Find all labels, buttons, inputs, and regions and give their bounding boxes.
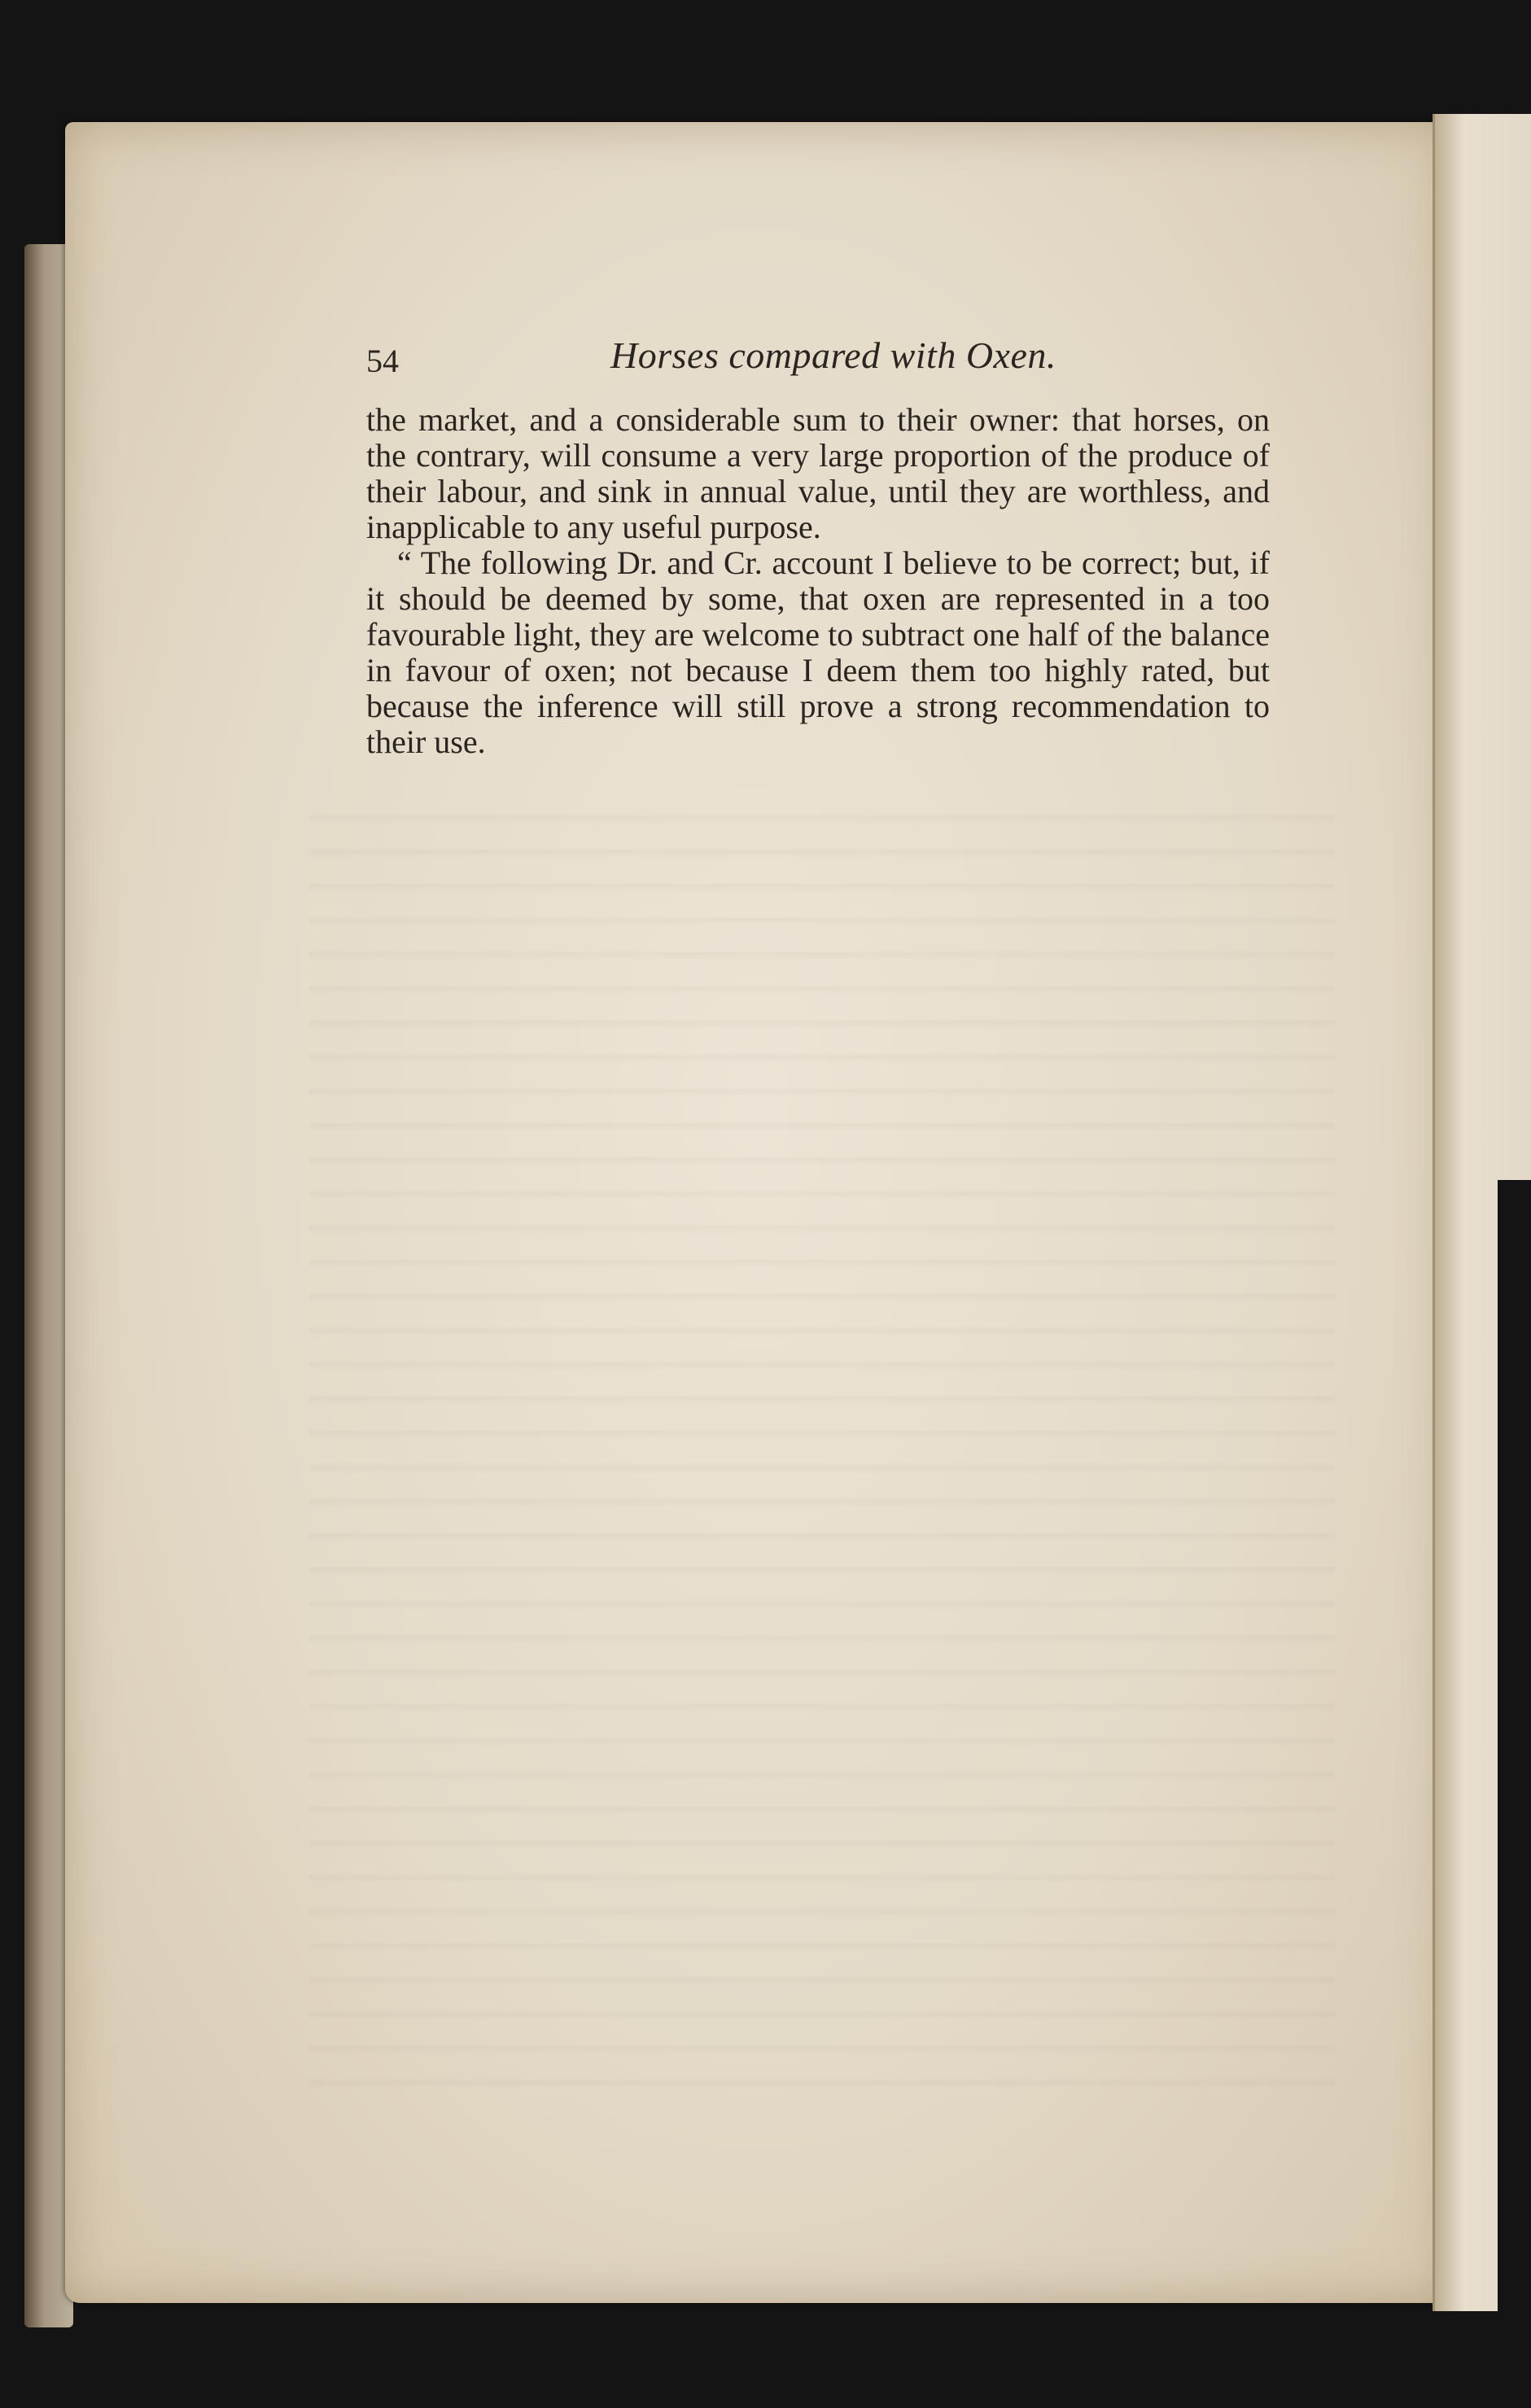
paragraph: the market, and a considerable sum to their owner: that horses, on the contrary, will consume a very large proportion of the produce of their labour, and sink in annual value, until they are worthless, and inapplicable to any useful purpose. bbox=[366, 401, 1270, 545]
background-dark-edge bbox=[1498, 1180, 1531, 2408]
page-title: Horses compared with Oxen. bbox=[610, 334, 1056, 376]
page-number: 54 bbox=[366, 343, 399, 379]
paragraph: “ The following Dr. and Cr. account I believe to be correct; but, if it should be deemed by some, that oxen are represented in a too favourable light, they are welcome to subtract one half of the balance in favour of oxen; not because I deem them too highly rated, but because the inference will still prove a strong recommendation to their use. bbox=[366, 544, 1270, 760]
page-content bbox=[366, 326, 1302, 760]
running-head bbox=[366, 326, 1302, 382]
body-text bbox=[366, 402, 1270, 760]
